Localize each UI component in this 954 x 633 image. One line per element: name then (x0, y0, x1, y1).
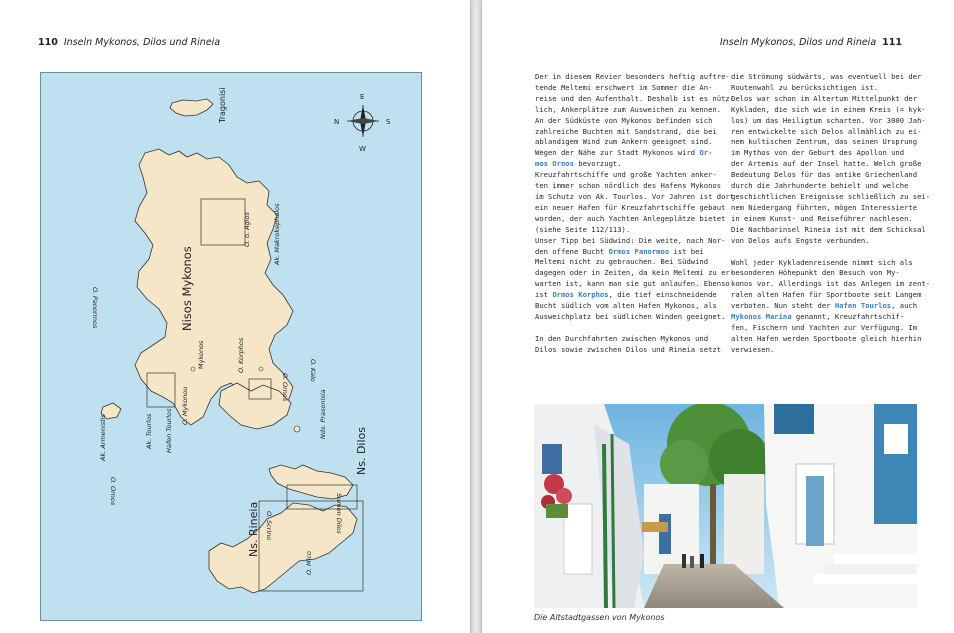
text-line: besonderen Höhepunkt den Besuch von My- (731, 268, 900, 278)
label-hafen-tourlos: Hafen Tourlos (165, 408, 173, 453)
label-ns-rineia: Ns. Rineia (247, 501, 260, 557)
text-line: alten Hafen werden Sportboote gleich hierhin (731, 333, 922, 343)
text-line: Kykladen, die sich wie in einem Kreis (= kyk- (731, 104, 926, 114)
text-line: im Schutz von Ak. Tourlos. Vor Jahren ist dort (535, 191, 735, 201)
text-line: der Artemis auf der Insel hatte. Welch große (731, 159, 922, 169)
compass-rose (347, 105, 379, 137)
label-mykonos-town: Mykonos (197, 340, 205, 369)
text-line: durch die Jahrhunderte behielt und welche (731, 181, 909, 191)
text-line: fen, Fischern und Yachten zur Verfügung. Im (731, 322, 918, 332)
text-line: Kreuzfahrtschiffe und große Yachten anker- (535, 170, 717, 180)
mykonos-island (135, 149, 293, 425)
text-line: verwiesen. (731, 344, 775, 354)
left-page-number: 110 (38, 37, 58, 48)
text-line: Der in diesem Revier besonders heftig auftre- (535, 72, 730, 81)
compass-w: W (359, 145, 366, 153)
text-column-1 (535, 72, 735, 356)
text-line: ablandigem Wind zum Ankern geeignet sind. (535, 137, 713, 147)
label-o-ornos-2: O. Ornos (109, 477, 117, 506)
label-o-kalo: O. Kalo (309, 359, 317, 382)
right-page (482, 0, 954, 633)
text-column-2 (731, 72, 931, 356)
nautical-map (40, 72, 422, 621)
compass-s: S (386, 118, 391, 126)
label-ak-tourlos: Ak. Tourlos (145, 413, 153, 449)
text-line: zahlreiche Buchten mit Sandstrand, die bei (535, 126, 717, 136)
text-line: geschichtlichen Ereignisse schließlich zu sei- (731, 191, 931, 201)
text-line: Bucht südlich vom alten Hafen Mykonos, als (535, 301, 717, 311)
map-drawing (41, 73, 421, 620)
text-line: Unser Tipp bei Südwind: Die weite, nach Nor- (535, 235, 726, 245)
islet (259, 367, 263, 371)
text-line: die Strömung südwärts, was eventuell bei der (731, 72, 922, 81)
text-line: Wegen der Nähe zur Stadt Mykonos wird Or- (535, 148, 713, 158)
text-line: von Delos aufs Engste verbunden. (731, 235, 870, 245)
text-line: den offene Bucht Ormos Panormos ist bei (535, 246, 704, 256)
left-running-title: Inseln Mykonos, Dilos und Rineia (63, 37, 221, 48)
text-line: In den Durchfahrten zwischen Mykonos und (535, 333, 709, 343)
label-nisos-mykonos: Nisos Mykonos (180, 246, 194, 331)
text-line: (siehe Seite 112/113). (535, 224, 631, 234)
right-running-title: Inseln Mykonos, Dilos und Rineia (719, 37, 877, 48)
text-line: ist Ormos Korphos, die tief einschneidende (535, 290, 717, 300)
text-line: lich, Ankerplätze zum Ausweichen zu kennen. (535, 104, 722, 114)
label-ak-armenistis: Ak. Armenistis (99, 414, 107, 461)
highlight-mykonos-marina: Mykonos Marina (731, 312, 792, 322)
highlight-ormos-korphos: Ormos Korphos (552, 290, 609, 300)
islet (191, 367, 195, 371)
compass-e: E (360, 93, 365, 101)
tragonisi-island (170, 99, 213, 116)
label-ak-makrokephalos: Ak. Makrokephalos (273, 203, 281, 265)
label-o-panormos: O. Panormos (91, 287, 99, 329)
highlight-ormos-panormos: Ormos Panormos (608, 246, 670, 256)
text-line: im Mythos von der Geburt des Apollon und (731, 148, 905, 158)
label-tragonisi: Tragonisi (218, 87, 227, 123)
right-page-header (720, 37, 902, 48)
text-line: Wohl jeder Kykladenreisende nimmt sich als (731, 257, 913, 267)
label-ns-dilos: Ns. Dilos (355, 427, 368, 475)
text-line: konos vor. Allerdings ist das Anlegen im zent- (731, 279, 931, 289)
left-page-header (38, 37, 220, 48)
label-o-mykonou: O. Mykonou (181, 386, 189, 425)
highlight-ornos: Or- (699, 148, 713, 158)
right-page-number: 111 (882, 37, 902, 48)
text-line: mos Ornos bevorzugt. (535, 159, 622, 169)
highlight-hafen-tourlos: Hafen Tourlos (834, 301, 892, 311)
text-line: Ausweichplatz bei südlichen Winden geeignet. (535, 311, 726, 321)
text-line: verboten. Nun steht der Hafen Tourlos, auch (731, 301, 918, 311)
photo-caption: Die Altstadtgassen von Mykonos (534, 613, 665, 622)
label-o-mico: O. Mico (305, 551, 313, 575)
text-line: los) um das Heiligtum scharten. Vor 3000 Jah- (731, 115, 926, 125)
text-line: dagegen oder in Zeiten, da kein Meltemi zu er- (535, 268, 735, 278)
text-line: An der Südküste von Mykonos befinden sich (535, 115, 713, 125)
text-line: nem kultischen Zentrum, das seinen Ursprung (731, 137, 918, 147)
text-line: Bedeutung Delos für das antike Griechenland (731, 170, 918, 180)
label-o-korphos: O. Korphos (237, 337, 245, 373)
text-line: Routenwahl zu berücksichtigen ist. (731, 82, 879, 92)
text-line: ren entwickelte sich Delos allmählich zu ei- (731, 126, 922, 136)
book-gutter (470, 0, 482, 633)
text-line: nem Niedergang führten, mögen Interessierte (731, 202, 918, 212)
rineia-island (209, 503, 357, 593)
label-sumen-dilos: Sumen Dilos (335, 493, 343, 534)
text-line: Mykonos Marina genannt, Kreuzfahrtschif- (731, 312, 905, 322)
text-line: Meltemi nicht zu gebrauchen. Bei Südwind (535, 257, 709, 267)
label-o-ornos: O. Ornos (281, 373, 289, 402)
text-line: reise und den Aufenthalt. Deshalb ist es nütz- (535, 93, 735, 103)
text-line: ten immer schon nördlich des Hafens Mykonos (535, 181, 722, 191)
compass-n: N (334, 118, 340, 126)
text-line: Die Nachbarinsel Rineia ist mit dem Schicksal (731, 224, 926, 234)
text-line: warten ist, kann man sie gut anlaufen. Ebenso (535, 279, 730, 289)
label-o-agios: O. o. Agios (243, 212, 251, 247)
text-line: Delos war schon im Altertum Mittelpunkt der (731, 93, 918, 103)
label-o-scrino: O. Scrino (265, 511, 273, 541)
left-page (0, 0, 470, 633)
text-line: ein neuer Hafen für Kreuzfahrtschiffe gebaut (535, 202, 726, 212)
label-nds-prasonisia: Nds. Prasonisia (319, 389, 327, 439)
highlight-ornos-cont: mos Ornos (535, 159, 574, 169)
text-line: Dilos sowie zwischen Dilos und Rineia setzt (535, 344, 722, 354)
photo-mykonos-alley (534, 404, 917, 608)
text-line: worden, der auch Yachten Anlegeplätze bietet (535, 213, 726, 223)
islet (294, 426, 300, 432)
text-line: in einem Kunst- und Reiseführer nachlesen. (731, 213, 913, 223)
text-line: ralen alten Hafen für Sportboote seit Langem (731, 290, 922, 300)
text-line: tende Meltemi erschwert im Sommer die An- (535, 82, 713, 92)
